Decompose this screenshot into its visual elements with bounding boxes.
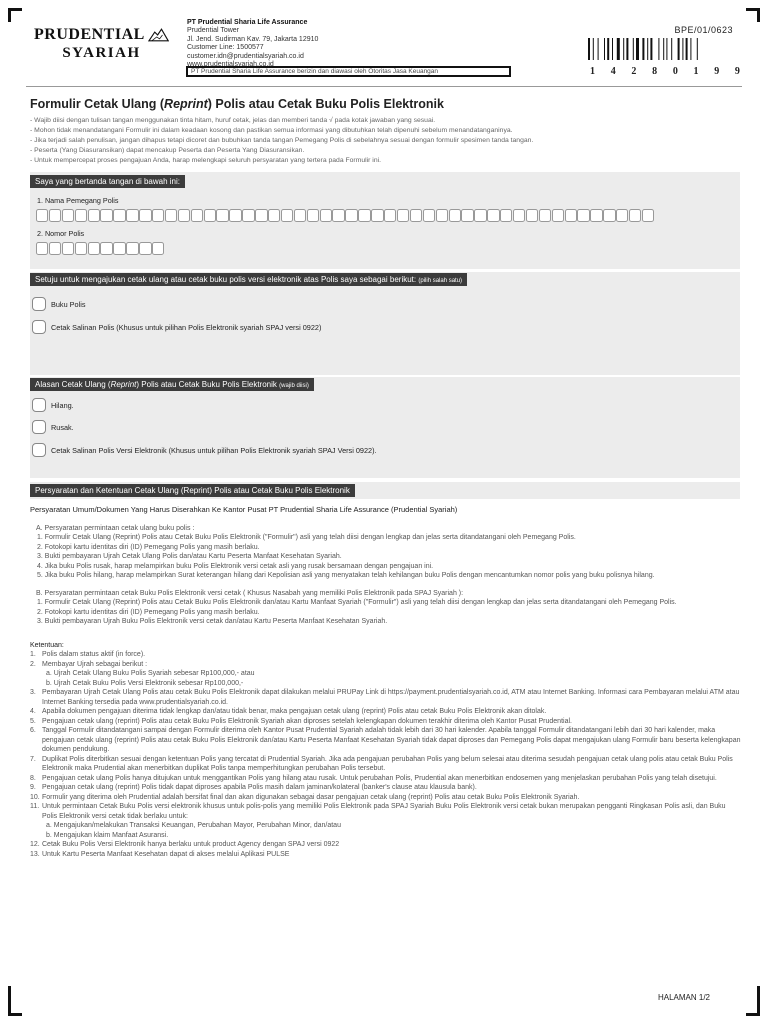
- char-box[interactable]: [371, 209, 383, 222]
- char-box[interactable]: [577, 209, 589, 222]
- section-header-reason: Alasan Cetak Ulang (Reprint) Polis atau Cetak Buku Polis Elektronik (wajib diisi): [30, 378, 314, 391]
- barcode-bar: [686, 38, 688, 60]
- page-number: HALAMAN 1/2: [657, 993, 710, 1002]
- corner-mark-bottom-right: [746, 986, 760, 1016]
- ketentuan-item: [30, 717, 742, 727]
- char-box[interactable]: [461, 209, 473, 222]
- char-box[interactable]: [513, 209, 525, 222]
- section-header-request-type: Setuju untuk mengajukan cetak ulang atau cetak buku polis versi elektronik atas Polis saya sebagai berikut: (pilih salah satu): [30, 273, 467, 286]
- barcode-bar: [650, 38, 652, 60]
- header-divider: [26, 86, 742, 87]
- item-number: 8.: [30, 774, 36, 782]
- char-box[interactable]: [229, 209, 241, 222]
- ketentuan-item: [30, 821, 742, 831]
- ketentuan-item: [30, 755, 742, 774]
- item-text: Pengajuan cetak ulang (reprint) Polis atau cetak Buku Polis Elektronik Syariah akan diproses setelah kelengkapan dokumen terakhir diterima oleh Kantor Pusat Prudential.: [42, 717, 572, 725]
- instruction-line: - Peserta (Yang Diasuransikan) dapat mencakup Peserta dan Peserta Yang Diasuransikan.: [30, 147, 305, 154]
- item-text: b. Ujrah Cetak Buku Polis Versi Elektronik sebesar Rp100,000,-: [46, 679, 244, 687]
- company-info: [187, 19, 318, 69]
- requirement-item: 1. Formulir Cetak Ulang (Reprint) Polis atau Cetak Buku Polis Elektronik dan/atau Kartu Manfaat Syariah ("Formulir") asli yang telah diisi dengan lengkap dan jelas serta ditandatangani oleh Pemegang Polis.: [37, 599, 677, 606]
- barcode-bar: [617, 38, 620, 60]
- item-number: 4.: [30, 708, 36, 715]
- barcode-bar: [598, 38, 599, 60]
- policy-number-label: 2. Nomor Polis: [37, 229, 85, 238]
- char-box[interactable]: [126, 209, 138, 222]
- requirement-item: 4. Jika buku Polis rusak, harap melampirkan buku Polis Elektronik versi cetak asli yang rusak bersamaan dengan pengajuan ini.: [37, 562, 434, 570]
- option-label: Rusak.: [51, 422, 74, 432]
- item-number: 12.: [30, 841, 40, 848]
- barcode-bar: [690, 38, 691, 60]
- logo-wordmark: PRUDENTIAL: [34, 26, 145, 43]
- item-text: Untuk permintaan Cetak Buku Polis versi elektronik khusus untuk polis-polis yang memiliki Polis Elektronik pada SPAJ Syariah Buku Polis Elektronik versi cetak bukan merupakan pengganti Ringkasan Polis asli, dan Buku Polis Elektronik versi cetak tidak berlaku untuk:: [42, 803, 726, 820]
- item-number: 10.: [30, 793, 40, 801]
- char-box[interactable]: [242, 209, 254, 222]
- barcode-bar: [642, 38, 644, 60]
- item-text: Polis dalam status aktif (in force).: [42, 651, 146, 658]
- item-text: Cetak Buku Polis Versi Elektronik hanya berlaku untuk product Agency dengan SPAJ versi 0922: [42, 841, 340, 848]
- checkbox[interactable]: [32, 320, 46, 334]
- char-box[interactable]: [526, 209, 538, 222]
- char-box[interactable]: [307, 209, 319, 222]
- option-cetak-salinan-polis[interactable]: [32, 320, 321, 334]
- item-text: Formulir yang diterima oleh Prudential adalah bersifat final dan akan digunakan sebagai dasar pengajuan cetak ulang (reprint) Polis atau cetak Buku Polis Elektronik Syariah.: [42, 793, 580, 801]
- char-box[interactable]: [384, 209, 396, 222]
- item-number: 2.: [30, 660, 36, 668]
- barcode-bar: [666, 38, 667, 60]
- barcode-bar: [607, 38, 609, 60]
- char-box[interactable]: [126, 242, 138, 255]
- checkbox[interactable]: [32, 420, 46, 434]
- instruction-line: - Wajib diisi dengan tulisan tangan menggunakan tinta hitam, huruf cetak, jelas dan memberi tanda √ pada kotak jawaban yang sesuai.: [30, 117, 436, 124]
- ketentuan-item: [30, 840, 742, 850]
- ketentuan-list: [30, 650, 742, 859]
- char-box[interactable]: [487, 209, 499, 222]
- requirement-item: 3. Bukti pembayaran Ujrah Buku Polis Elektronik versi cetak dan/atau Kartu Peserta Manfaat Kesehatan Syariah.: [37, 618, 388, 625]
- corner-mark-bottom-left: [8, 986, 22, 1016]
- item-number: 5.: [30, 717, 36, 725]
- char-box[interactable]: [191, 209, 203, 222]
- rock-emblem-icon: [148, 28, 169, 42]
- ketentuan-item: [30, 707, 742, 717]
- company-name: PT Prudential Sharia Life Assurance: [187, 19, 308, 26]
- option-buku-polis[interactable]: [32, 297, 85, 311]
- option-rusak[interactable]: [32, 420, 74, 434]
- document-code: BPE/01/0623: [674, 25, 733, 35]
- regulator-tagline: PT Prudential Sharia Life Assurance berizin dan diawasi oleh Otoritas Jasa Keuangan: [186, 66, 511, 77]
- policyholder-name-label: 1. Nama Pemegang Polis: [37, 196, 119, 205]
- company-website: www.prudentialsyariah.co.id: [187, 61, 274, 69]
- barcode-digit: 2: [631, 66, 637, 77]
- item-number: 3.: [30, 689, 36, 696]
- item-text: a. Mengajukan/melakukan Transaksi Keuangan, Perubahan Mayor, Perubahan Minor, dan/atau: [46, 822, 341, 829]
- barcode-bar: [678, 38, 680, 60]
- item-number: 7.: [30, 755, 36, 763]
- section-header-policyholder: Saya yang bertanda tangan di bawah ini:: [30, 175, 185, 188]
- char-box[interactable]: [616, 209, 628, 222]
- char-box[interactable]: [397, 209, 409, 222]
- item-text: Membayar Ujrah sebagai berikut :: [42, 660, 148, 668]
- terms-content: [30, 505, 742, 859]
- char-box[interactable]: [139, 242, 151, 255]
- barcode-digit: 9: [714, 66, 720, 77]
- instructions-list: [30, 116, 533, 166]
- barcode: [588, 38, 740, 60]
- barcode-bar: [623, 38, 624, 60]
- barcode-bar: [647, 38, 648, 60]
- char-box[interactable]: [358, 209, 370, 222]
- char-box[interactable]: [320, 209, 332, 222]
- ketentuan-item: [30, 726, 742, 755]
- ketentuan-item: [30, 831, 742, 841]
- char-box[interactable]: [165, 209, 177, 222]
- barcode-digit: 1: [693, 66, 699, 77]
- barcode-bar: [663, 38, 664, 60]
- char-box[interactable]: [332, 209, 344, 222]
- form-title: Formulir Cetak Ulang (Reprint) Polis atau Cetak Buku Polis Elektronik: [30, 97, 444, 111]
- char-box[interactable]: [552, 209, 564, 222]
- item-number: 11.: [30, 803, 40, 810]
- char-box[interactable]: [178, 209, 190, 222]
- char-box[interactable]: [204, 209, 216, 222]
- instruction-line: - Jika terjadi salah penulisan, jangan dihapus tetapi dicoret dan bubuhkan tanda tangan Pemegang Polis di sebelahnya sesuai dengan formulir spesimen tanda tangan.: [30, 137, 534, 144]
- char-box[interactable]: [88, 242, 100, 255]
- section-header-terms: Persyaratan dan Ketentuan Cetak Ulang (Reprint) Polis atau Cetak Buku Polis Elektronik: [30, 484, 355, 497]
- company-email: customer.idn@prudentialsyariah.co.id: [187, 52, 304, 60]
- char-box[interactable]: [565, 209, 577, 222]
- barcode-bar: [626, 38, 628, 60]
- char-box[interactable]: [436, 209, 448, 222]
- requirement-item: 1. Formulir Cetak Ulang (Reprint) Polis atau Cetak Buku Polis Elektronik ("Formulir") asli yang telah diisi dengan lengkap dan jelas serta ditandatangani oleh Pemegang Polis.: [37, 534, 576, 541]
- requirements-a-heading: A. Persyaratan permintaan cetak ulang buku polis :: [36, 524, 195, 532]
- ketentuan-item: [30, 783, 742, 793]
- item-text: Pengajuan cetak ulang Polis hanya ditujukan untuk menggantikan Polis yang hilang atau rusak. Untuk perubahan Polis, Prudential akan menerbitkan endosemen yang menjelaskan perubahan Polis yang telah disetujui.: [42, 774, 717, 782]
- item-number: 13.: [30, 850, 40, 858]
- customer-line: Customer Line: 1500577: [187, 44, 264, 52]
- barcode-bar: [671, 38, 672, 60]
- ketentuan-heading: Ketentuan:: [30, 641, 64, 649]
- ketentuan-item: [30, 669, 742, 679]
- char-box[interactable]: [255, 209, 267, 222]
- char-box[interactable]: [281, 209, 293, 222]
- char-box[interactable]: [36, 242, 48, 255]
- option-cetak-salinan-elektronik[interactable]: [32, 443, 377, 457]
- item-text: Untuk Kartu Peserta Manfaat Kesehatan dapat di akses melalui Aplikasi PULSE: [42, 850, 290, 858]
- char-box[interactable]: [152, 242, 164, 255]
- barcode-digit: 9: [734, 66, 740, 77]
- item-text: Apabila dokumen pengajuan diterima tidak lengkap dan/atau tidak benar, maka pengajuan cetak ulang (reprint) Polis atau cetak Buku Polis Elektronik akan ditolak.: [42, 708, 547, 715]
- char-box[interactable]: [294, 209, 306, 222]
- char-box[interactable]: [500, 209, 512, 222]
- char-box[interactable]: [49, 209, 61, 222]
- terms-subtitle: Persyaratan Umum/Dokumen Yang Harus Diserahkan Ke Kantor Pusat PT Prudential Sharia Life Assurance (Prudential Syariah): [30, 505, 458, 514]
- char-box[interactable]: [113, 242, 125, 255]
- char-box[interactable]: [88, 209, 100, 222]
- section-reason: [30, 377, 740, 478]
- barcode-digit: 0: [672, 66, 678, 77]
- requirement-item: 5. Jika buku Polis hilang, harap melampirkan Surat keterangan hilang dari Kepolisian asli yang menyatakan telah kehilangan buku Polis dengan mencantumkan nomor polis yang buku polisnya hilang.: [37, 572, 655, 579]
- barcode-bar: [636, 38, 639, 60]
- instruction-line: - Mohon tidak menandatangani Formulir ini dalam keadaan kosong dan pastikan semua informasi yang dibutuhkan telah dipenuhi sebelum menandatanganinya.: [30, 127, 513, 134]
- corner-mark-top-left: [8, 8, 22, 22]
- item-number: 9.: [30, 784, 36, 791]
- ketentuan-item: [30, 688, 742, 707]
- option-label: Buku Polis: [51, 299, 86, 309]
- ketentuan-item: [30, 650, 742, 660]
- item-text: Pembayaran Ujrah Cetak Ulang Polis atau cetak Buku Polis Elektronik dapat dilakukan melalui PRUPay Link di https://payment.prudentialsyariah.co.id, ATM atau Internet Banking. Informasi cara Pembayaran melalui ATM atau Internet Banking tersedia pada www.prudentialsyariah.co.id.: [42, 689, 740, 706]
- requirements-b-heading: B. Persyaratan permintaan cetak Buku Polis Elektronik versi cetak ( Khusus Nasabah yang memiliki Polis Elektronik pada SPAJ Syariah ):: [36, 589, 464, 597]
- char-box[interactable]: [345, 209, 357, 222]
- char-box[interactable]: [113, 209, 125, 222]
- item-number: 6.: [30, 727, 36, 734]
- char-box[interactable]: [62, 209, 74, 222]
- barcode-bar: [593, 38, 594, 60]
- requirements-b-list: [30, 598, 742, 627]
- char-box[interactable]: [75, 242, 87, 255]
- item-text: Pengajuan cetak ulang (reprint) Polis tidak dapat diproses apabila Polis masih dalam jaminan/kolateral (banker's clause atau klausula bank).: [42, 784, 477, 791]
- char-box[interactable]: [603, 209, 615, 222]
- char-box[interactable]: [100, 242, 112, 255]
- address-line: Jl. Jend. Sudirman Kav. 79, Jakarta 12910: [187, 35, 319, 43]
- instruction-line: - Untuk mempercepat proses pengajuan Anda, harap melengkapi seluruh persyaratan yang tertera pada Formulir ini.: [30, 157, 381, 164]
- corner-mark-top-right: [746, 8, 760, 22]
- address-line: Prudential Tower: [187, 27, 240, 35]
- checkbox[interactable]: [32, 297, 46, 311]
- item-number: 1.: [30, 651, 36, 658]
- prudential-syariah-logo: [34, 26, 169, 62]
- barcode-bar: [604, 38, 605, 60]
- checkbox[interactable]: [32, 398, 46, 412]
- item-text: Duplikat Polis diterbitkan sesuai dengan ketentuan Polis yang tercatat di Prudential Syariah. Jika ada pengajuan perubahan Polis yang belum selesai atau diterima sesudah pengajuan cetak ulang polis atau cetak Buku Polis Elektronik maka Prudential akan menerbitkan duplikat Polis tanpa memperhitungkan perubahan Polis tersebut.: [42, 755, 733, 772]
- char-box[interactable]: [100, 209, 112, 222]
- barcode-number: [590, 66, 740, 77]
- item-text: b. Mengajukan klaim Manfaat Asuransi.: [46, 831, 169, 839]
- char-box[interactable]: [539, 209, 551, 222]
- checkbox[interactable]: [32, 443, 46, 457]
- barcode-bar: [588, 38, 590, 60]
- item-text: a. Ujrah Cetak Ulang Buku Polis Syariah sebesar Rp100,000,- atau: [46, 670, 255, 677]
- char-box[interactable]: [62, 242, 74, 255]
- requirement-item: 3. Bukti pembayaran Ujrah Cetak Ulang Polis dan/atau Kartu Peserta Manfaat Kesehatan Syariah.: [37, 553, 342, 560]
- ketentuan-item: [30, 793, 742, 803]
- char-box[interactable]: [152, 209, 164, 222]
- barcode-digit: 4: [610, 66, 616, 77]
- char-box[interactable]: [629, 209, 641, 222]
- option-label: Cetak Salinan Polis (Khusus untuk pilihan Polis Elektronik syariah SPAJ versi 0922): [51, 322, 322, 332]
- barcode-bar: [612, 38, 613, 60]
- option-label: Hilang.: [51, 400, 74, 410]
- item-text: Tanggal Formulir ditandatangani sampai dengan Formulir diterima oleh Kantor Pusat Prudential Syariah adalah tidak lebih dari 30 hari kalender. Apabila tanggal Formulir ditandatangani lebih dari 30 hari kalender, maka pengajuan cetak ulang (reprint) Polis atau cetak Buku Polis Elektronik dan/atau Kartu Peserta Manfaat Kesehatan Syariah tidak dapat diproses dan Pemegang Polis dapat mengajukan ulang Formulir baru beserta kelengkapan dokumen pendukung.: [42, 727, 741, 753]
- barcode-bar: [697, 38, 698, 60]
- char-box[interactable]: [268, 209, 280, 222]
- ketentuan-item: [30, 850, 742, 860]
- option-label: Cetak Salinan Polis Versi Elektronik (Khusus untuk pilihan Polis Elektronik syariah SPAJ Versi 0922).: [51, 445, 377, 455]
- char-box[interactable]: [36, 209, 48, 222]
- char-box[interactable]: [216, 209, 228, 222]
- char-box[interactable]: [139, 209, 151, 222]
- char-box[interactable]: [49, 242, 61, 255]
- ketentuan-item: [30, 660, 742, 670]
- ketentuan-item: [30, 774, 742, 784]
- char-box[interactable]: [449, 209, 461, 222]
- barcode-digit: 8: [652, 66, 658, 77]
- ketentuan-item: [30, 679, 742, 689]
- requirement-item: 2. Fotokopi kartu identitas diri (ID) Pemegang Polis yang masih berlaku.: [37, 543, 260, 551]
- policy-number-field[interactable]: [36, 242, 165, 255]
- ketentuan-item: [30, 802, 742, 821]
- char-box[interactable]: [590, 209, 602, 222]
- policyholder-name-field[interactable]: [36, 209, 655, 222]
- barcode-bar: [658, 38, 659, 60]
- barcode-bar: [633, 38, 634, 60]
- requirement-item: 2. Fotokopi kartu identitas diri (ID) Pemegang Polis yang masih berlaku.: [37, 608, 260, 616]
- char-box[interactable]: [75, 209, 87, 222]
- char-box[interactable]: [642, 209, 654, 222]
- char-box[interactable]: [423, 209, 435, 222]
- barcode-digit: 1: [590, 66, 595, 77]
- char-box[interactable]: [410, 209, 422, 222]
- char-box[interactable]: [474, 209, 486, 222]
- barcode-bar: [682, 38, 683, 60]
- requirements-a-list: [30, 533, 742, 581]
- option-hilang[interactable]: [32, 398, 74, 412]
- logo-subtitle: SYARIAH: [62, 45, 141, 61]
